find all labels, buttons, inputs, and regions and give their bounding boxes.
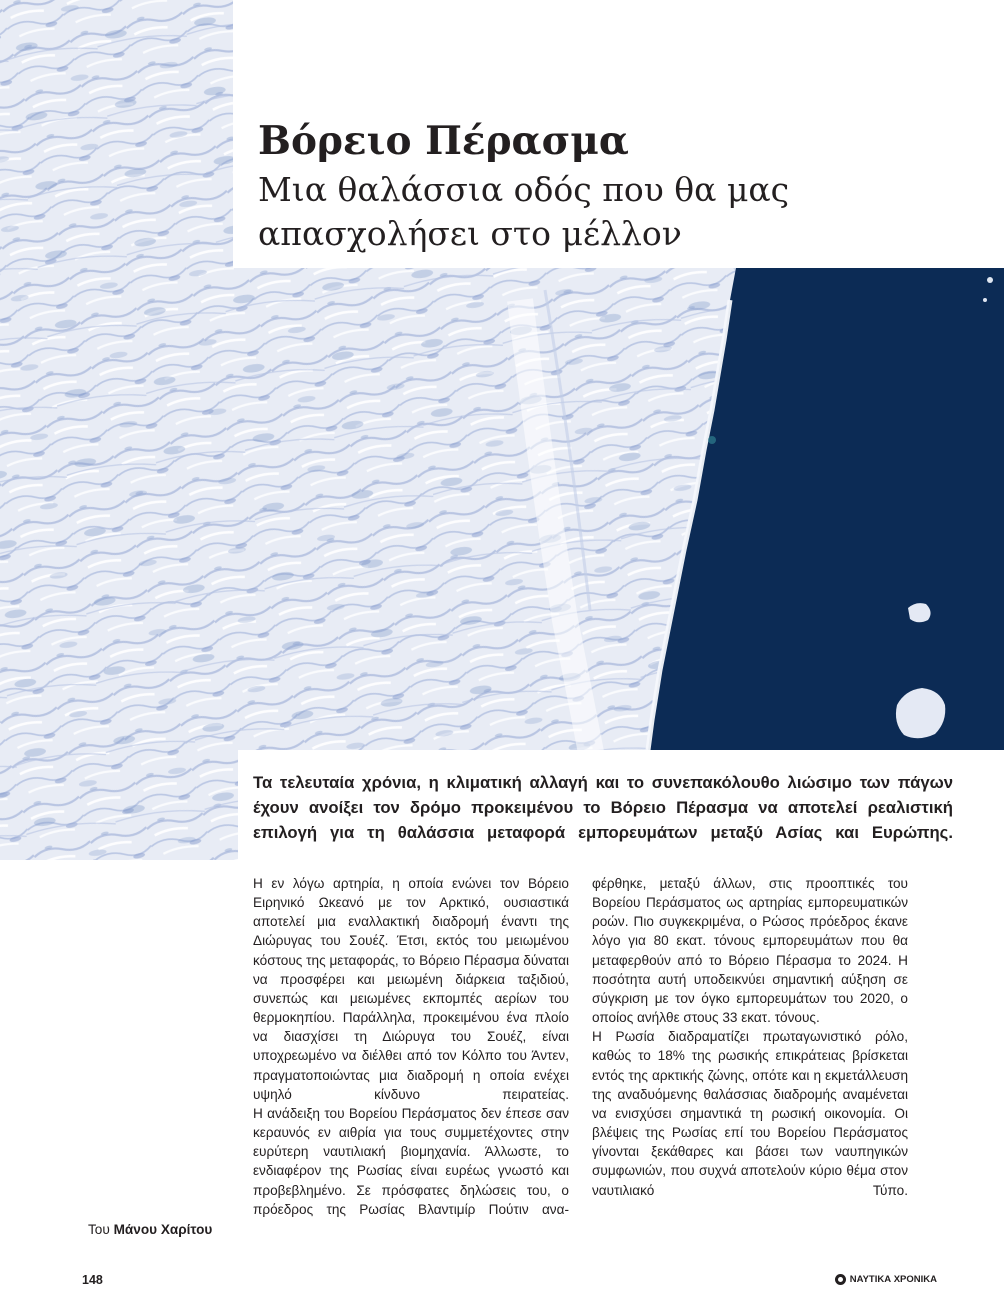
page-number: 148 [82,1273,103,1287]
article-title: Βόρειο Πέρασμα [258,118,629,164]
body-column-left [253,874,569,1219]
publication-logo-icon [835,1274,846,1285]
publication-name: ΝΑΥΤΙΚΑ ΧΡΟΝΙΚΑ [849,1274,937,1285]
byline-author: Μάνου Χαρίτου [113,1222,213,1237]
body-paragraph: Η ανάδειξη του Βορείου Περάσματος δεν έπεσε σαν κεραυνός εν αιθρία για τους συμμετέχοντες στην ευρύτερη ναυτιλιακή βιομηχανία. Άλλωστε, το ενδιαφέρον της Ρωσίας είναι ευρέως γνωστό και προβεβλημένο. Σε πρόσφατες δηλώσεις του, ο πρόεδρος της Ρωσίας Βλαντιμίρ Πούτιν ανα- [253,1105,569,1217]
body-paragraph: Η εν λόγω αρτηρία, η οποία ενώνει τον Βόρειο Ειρηνικό Ωκεανό με τον Αρκτικό, ουσιαστικά αποτελεί μια εναλλακτική διαδρομή έναντι της Διώρυγας του Σουέζ. Έτσι, εκτός του μειωμένου κόστους της μεταφοράς, το Βόρειο Πέρασμα δύναται να προσφέρει και μειωμένη διάρκεια ταξιδιού, συνεπώς και μειωμένες εκπομπές αερίων του θερμοκηπίου. Παράλληλα, προκειμένου ένα πλοίο να διασχίσει τη Διώρυγα του Σουέζ, είναι υποχρεωμένο να διέλθει από τον Κόλπο του Άντεν, πραγματοποιώντας μια διαδρομή η οποία ενέχει υψηλό κίνδυνο πειρατείας. [253,876,569,1102]
ice-floe-small [908,603,931,622]
article-lead: Τα τελευταία χρόνια, η κλιματική αλλαγή και το συνεπακόλουθο λιώσιμο των πάγων έχουν ανοίξει τον δρόμο προκειμένου το Βόρειο Πέρασμα να αποτελεί ρεαλιστική επιλογή για τη θαλάσσια μεταφορά εμπορευμάτων μεταξύ Ασίας και Ευρώπης. [253,773,953,842]
byline-prefix: Του [88,1222,110,1237]
body-paragraph: Η Ρωσία διαδραματίζει πρωταγωνιστικό ρόλο, καθώς το 18% της ρωσικής επικράτειας βρίσκεται εντός της αρκτικής ζώνης, οπότε και η εκμετάλλευση της αναδυόμενης θαλάσσιας διαδρομής αναμένεται να ενισχύσει σημαντικά τη ρωσική οικονομία. Οι βλέψεις της Ρωσίας επί του Βορείου Περάσματος γίνονται ξεκάθαρες και βάσει των ναυπηγικών συμφωνιών, που συχνά αποτελούν κύριο θέμα στον ναυτιλιακό Τύπο. [592,1029,908,1198]
article-subtitle: Μια θαλάσσια οδός που θα μας απασχολήσει στο μέλλον [258,170,790,253]
publication-brand [835,1274,937,1285]
body-column-right [592,874,908,1200]
body-paragraph: φέρθηκε, μεταξύ άλλων, στις προοπτικές του Βορείου Περάσματος ως αρτηρίας εμπορευματικών ροών. Πιο συγκεκριμένα, ο Ρώσος πρόεδρος έκανε λόγο για 80 εκατ. τόνους εμπορευμάτων που θα μεταφερθούν από το Βόρειο Πέρασμα το 2024. Η ποσότητα αυτή υποδεικνύει σημαντική αύξηση σε σύγκριση με τον όγκο εμπορευμάτων του 2020, ο οποίος ανήλθε στους 33 εκατ. τόνους. [592,876,908,1026]
byline [88,1222,212,1237]
